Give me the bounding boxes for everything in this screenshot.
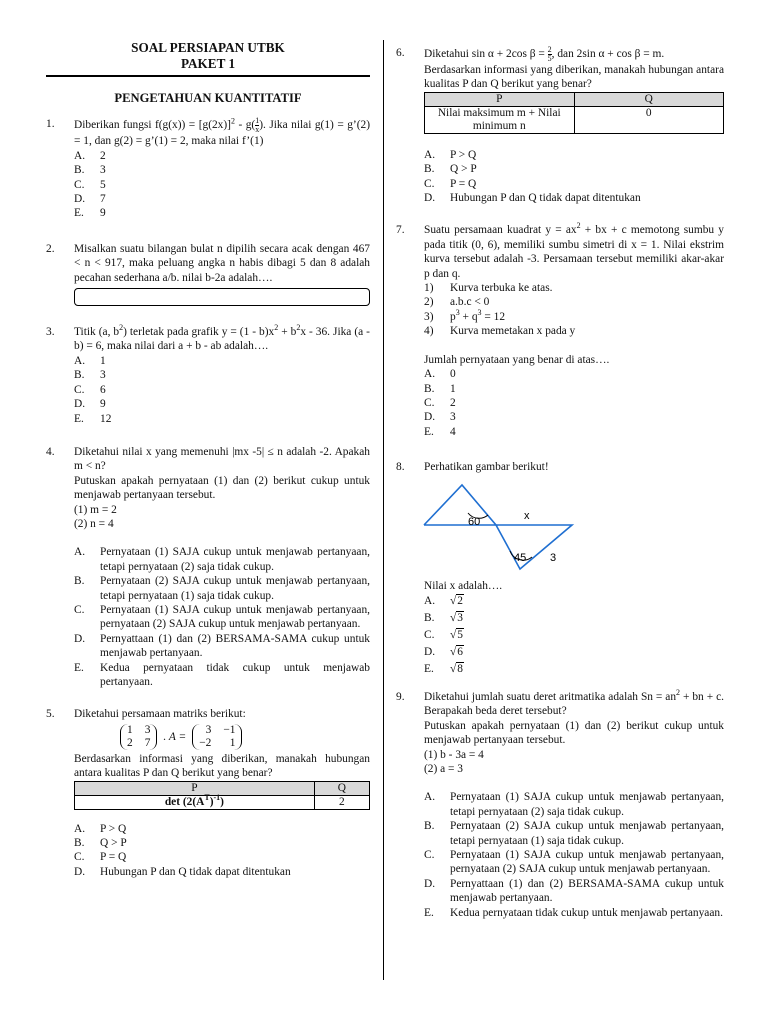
option-b[interactable]: B. 1 [424,382,456,395]
question-4 [46,445,370,690]
option-c[interactable]: C. Pernyataan (1) SAJA cukup untuk menjawab pertanyaan, pernyataan (2) SAJA cukup untuk menjawab pertanyaan. [424,849,724,876]
question-text: Diketahui nilai x yang memenuhi |mx -5| ≤ n adalah -2. Apakah m < n? [74,445,370,473]
option-d[interactable]: D. Hubungan P dan Q tidak dapat ditentukan [424,192,641,205]
options-list [424,148,724,206]
fraction: $\frac{1}{x}$ [255,116,260,135]
question-2 [46,242,370,306]
paket-title: PAKET 1 [180,56,236,71]
question-7 [396,223,724,439]
lower-triangle [496,525,572,569]
options-list [74,545,370,689]
question-text: Diketahui jumlah suatu deret aritmatika adalah $Sn = an^2$ + bn + c. Berapakah beda deret tersebut? [424,688,724,718]
statement-4: 4) Kurva memetakan x pada y [424,325,576,338]
question-5 [46,707,370,879]
ask-text: Nilai x adalah…. [424,579,503,592]
statement-1: (1) b - 3a = 4 [424,748,484,761]
question-number: 5. [46,708,55,721]
options-list [424,593,724,678]
option-d[interactable]: D. √6 [424,644,724,661]
statement-1: (1) m = 2 [74,503,117,516]
options-list [424,790,724,920]
matrix-right: 3 −1 −2 1 [192,724,242,750]
pq-table: P Q $\det (2(A^T)^{-1})$ 2 [74,781,370,810]
statement-2: (2) n = 4 [74,517,114,530]
ask-text: Jumlah pernyataan yang benar di atas…. [424,353,610,366]
option-c[interactable]: C. 5 [74,178,106,191]
section-title: PENGETAHUAN KUANTITATIF [114,91,302,105]
option-b[interactable]: B. Pernyataan (2) SAJA cukup untuk menjawab pertanyaan, tetapi pernyataan (1) saja tidak cukup. [74,575,370,602]
sqrt-icon: √6 [450,645,463,658]
label-x: x [524,509,530,522]
option-a[interactable]: A. P > Q [74,822,127,835]
instruction-text: Putuskan apakah pernyataan (1) dan (2) berikut cukup untuk menjawab pertanyaan tersebut. [424,719,724,747]
matrix-equation: 1 3 2 7 . A = 3 −1 −2 1 [74,724,370,750]
label-3: 3 [550,551,557,564]
right-column [396,40,724,920]
question-1 [46,117,370,220]
question-number: 9. [396,690,405,703]
question-number: 1. [46,118,55,131]
option-d[interactable]: D. 7 [74,193,106,206]
question-number: 6. [396,47,405,59]
option-e[interactable]: E. √8 [424,661,724,678]
option-c[interactable]: C. P = Q [424,177,477,190]
question-number: 2. [46,242,55,255]
question-text: Titik (a, $b^2$) terletak pada grafik $y = (1 - b)x^2 + b^2x - 36$. Jika (a - b) = 6, maka nilai dari a + b - ab adalah…. [74,323,370,353]
answer-box[interactable] [74,288,370,306]
question-text: Perhatikan gambar berikut! [424,461,549,474]
option-a[interactable]: A. 0 [424,368,456,381]
option-a[interactable]: A. Pernyataan (1) SAJA cukup untuk menjawab pertanyaan, tetapi pernyataan (2) saja tidak cukup. [424,791,724,818]
option-b[interactable]: B. Q > P [74,837,127,850]
pq-table: P Q Nilai maksimum m + Nilai minimum n 0 [424,92,724,134]
options-list [74,354,370,426]
page-title: SOAL PERSIAPAN UTBK [131,40,285,55]
option-c[interactable]: C. 6 [74,383,106,396]
question-9 [396,690,724,920]
option-b[interactable]: B. √3 [424,610,724,627]
statement-2: (2) a = 3 [424,762,463,775]
option-d[interactable]: D. Pernyattaan (1) dan (2) BERSAMA-SAMA cukup untuk menjawab pertanyaan. [74,632,370,660]
label-45: 45 [514,551,527,564]
option-a[interactable]: A. 1 [74,354,106,367]
statement-2: 2) a.b.c < 0 [424,296,490,309]
instruction-text: Berdasarkan informasi yang diberikan, manakah hubungan antara kualitas P dan Q berikut yang benar? [74,752,370,780]
label-60: 60 [468,515,481,528]
statement-3: 3) $p^3 + q^3 = 12$ [424,308,506,323]
option-c[interactable]: C. √5 [424,627,724,644]
sqrt-icon: √8 [450,662,463,675]
option-a[interactable]: A. P > Q [424,148,477,161]
option-e[interactable]: E. Kedua pernyataan tidak cukup untuk menjawab pertanyaan. [424,906,723,919]
option-e[interactable]: E. 9 [74,207,106,220]
option-e[interactable]: E. 12 [74,412,112,425]
options-list [74,822,370,880]
question-text: Suatu persamaan kuadrat $y = ax^2$ + bx + c memotong sumbu y pada titik (0, 6), memiliki sumbu simetri di x = 1. Nilai ekstrim kurva tersebut adalah -3. Persamaan tersebut memiliki akar-akar p dan q. [424,221,724,280]
option-e[interactable]: E. 4 [424,425,456,438]
header-rule [46,75,370,77]
option-c[interactable]: C. P = Q [74,851,127,864]
option-a[interactable]: A. 2 [74,149,106,162]
options-list [424,367,724,439]
matrix-left: 1 3 2 7 [120,724,157,750]
option-b[interactable]: B. Q > P [424,163,477,176]
sqrt-icon: √2 [450,594,463,607]
option-d[interactable]: D. 3 [424,411,456,424]
instruction-text: Putuskan apakah pernyataan (1) dan (2) berikut cukup untuk menjawab pertanyaan tersebut. [74,474,370,502]
option-d[interactable]: D. 9 [74,398,106,411]
instruction-text: Berdasarkan informasi yang diberikan, manakah hubungan antara kualitas P dan Q berikut yang benar? [424,64,724,91]
left-column [46,40,370,879]
question-text: Diketahui persamaan matriks berikut: [74,708,246,721]
option-d[interactable]: D. Hubungan P dan Q tidak dapat ditentukan [74,865,291,878]
option-b[interactable]: B. 3 [74,164,106,177]
question-8 [396,460,724,678]
option-a[interactable]: A. √2 [424,593,724,610]
question-3 [46,325,370,426]
question-6 [396,46,724,205]
option-c[interactable]: C. Pernyataan (1) SAJA cukup untuk menjawab pertanyaan, pernyataan (2) SAJA cukup untuk menjawab pertanyaan. [74,603,370,631]
option-e[interactable]: E. Kedua pernyataan tidak cukup untuk menjawab pertanyaan. [74,661,370,688]
question-text: Diberikan fungsi $f(g(x)) = [g(2x)]^2 - g$( $\frac{1}{x}$ ). Jika nilai g(1) = g’(2) = 1, dan g(2) = g’(1) = 2, maka nilai f’(1) [74,116,370,148]
statement-list [424,281,724,339]
option-b[interactable]: B. 3 [74,369,106,382]
option-c[interactable]: C. 2 [424,396,456,409]
statement-1: 1) Kurva terbuka ke atas. [424,282,553,295]
question-number: 4. [46,445,55,458]
question-number: 8. [396,461,405,474]
question-text: Misalkan suatu bilangan bulat n dipilih secara acak dengan 467 < n < 917, maka peluang angka n habis dibagi 5 dan 8 adalah pecahan sederhana a/b. nilai b-2a adalah…. [74,242,370,284]
question-number: 3. [46,326,55,339]
triangle-figure [422,483,582,575]
option-b[interactable]: B. Pernyataan (2) SAJA cukup untuk menjawab pertanyaan, tetapi pernyataan (1) saja tidak cukup. [424,820,724,847]
upper-triangle [424,485,496,525]
column-divider [383,40,384,980]
fraction: $\frac{2}{5}$ [547,45,552,63]
sqrt-icon: √5 [450,628,463,641]
options-list [74,149,370,221]
sqrt-icon: √3 [450,611,463,624]
option-d[interactable]: D. Pernyattaan (1) dan (2) BERSAMA-SAMA cukup untuk menjawab pertanyaan. [424,877,724,905]
option-a[interactable]: A. Pernyataan (1) SAJA cukup untuk menjawab pertanyaan, tetapi pernyataan (2) saja tidak cukup. [74,546,370,573]
question-number: 7. [396,224,405,237]
question-text: Diketahui sin α + 2cos β = $\frac{2}{5}$ , dan 2sin α + cos β = m. [424,45,665,63]
